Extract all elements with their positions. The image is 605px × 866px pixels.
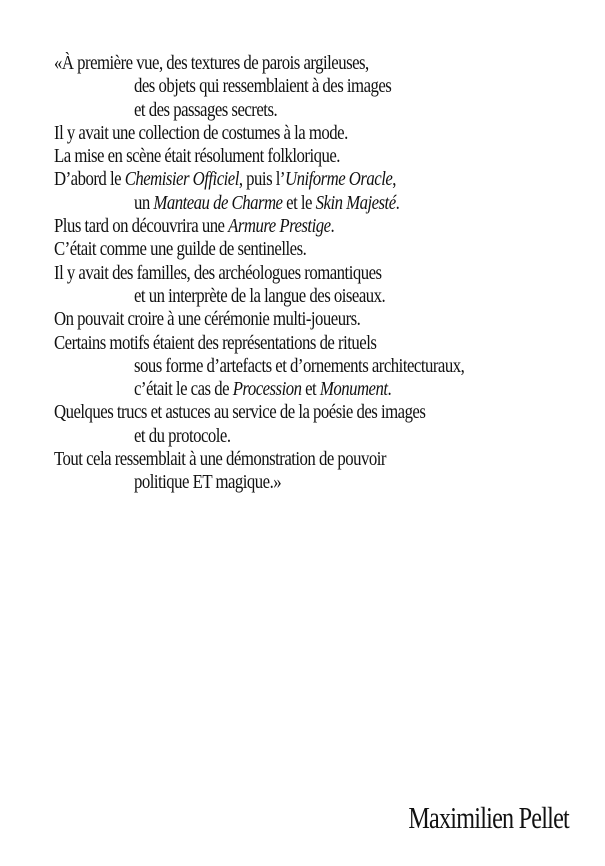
poem-text: [54, 52, 599, 495]
line-text: D’abord le: [54, 169, 125, 191]
poem-line: [54, 401, 523, 424]
line-text: et des passages secrets.: [133, 99, 278, 121]
italic-title: Monument: [319, 379, 388, 401]
poem-line: [54, 425, 523, 448]
line-text: , puis l’: [238, 169, 285, 191]
italic-title: Uniforme Oracle: [284, 169, 393, 191]
poem-line: [54, 355, 523, 378]
poem-line: [54, 145, 523, 168]
line-text: ,: [392, 169, 396, 191]
line-text: Quelques trucs et astuces au service de la poésie des images: [54, 402, 426, 424]
italic-title: Armure Prestige: [228, 216, 331, 238]
poem-line: [54, 215, 523, 238]
line-text: sous forme d’artefacts et d’ornements architecturaux,: [133, 355, 465, 377]
line-text: et un interprète de la langue des oiseaux.: [133, 285, 386, 307]
poem-line: [54, 192, 523, 215]
line-text: Il y avait une collection de costumes à la mode.: [54, 122, 348, 144]
italic-title: Manteau de Charme: [153, 192, 283, 214]
line-text: Tout cela ressemblait à une démonstration de pouvoir: [54, 449, 386, 471]
italic-title: Procession: [232, 379, 302, 401]
poem-line: [54, 238, 523, 261]
poem-line: [54, 308, 523, 331]
line-text: La mise en scène était résolument folklorique.: [54, 146, 340, 168]
line-text: et: [301, 379, 320, 401]
line-text: .: [387, 379, 392, 401]
line-text: un: [133, 192, 154, 214]
italic-title: Chemisier Officiel: [124, 169, 239, 191]
line-text: c’était le cas de: [133, 379, 233, 401]
line-text: «À première vue, des textures de parois argileuses,: [54, 53, 369, 74]
line-text: .: [330, 216, 335, 238]
line-text: C’était comme une guilde de sentinelles.: [54, 239, 307, 261]
poem-line: [54, 448, 523, 471]
line-text: des objets qui ressemblaient à des images: [133, 76, 392, 98]
poem-line: [54, 262, 523, 285]
poem-line: [54, 471, 523, 494]
line-text: et le: [282, 192, 316, 214]
italic-title: Skin Majesté: [315, 192, 396, 214]
line-text: .: [395, 192, 400, 214]
poem-line: [54, 99, 523, 122]
author-signature: Maximilien Pellet: [408, 800, 569, 835]
poem-line: [54, 75, 523, 98]
poem-line: [54, 285, 523, 308]
line-text: Certains motifs étaient des représentations de rituels: [54, 332, 377, 354]
poem-line: [54, 52, 523, 75]
line-text: Il y avait des familles, des archéologues romantiques: [54, 262, 382, 284]
poem-line: [54, 122, 523, 145]
poem-line: [54, 378, 523, 401]
line-text: On pouvait croire à une cérémonie multi-joueurs.: [54, 309, 361, 331]
poem-line: [54, 168, 523, 191]
line-text: Plus tard on découvrira une: [54, 216, 229, 238]
line-text: et du protocole.: [133, 425, 231, 447]
poem-line: [54, 332, 523, 355]
line-text: politique ET magique.»: [133, 472, 282, 494]
